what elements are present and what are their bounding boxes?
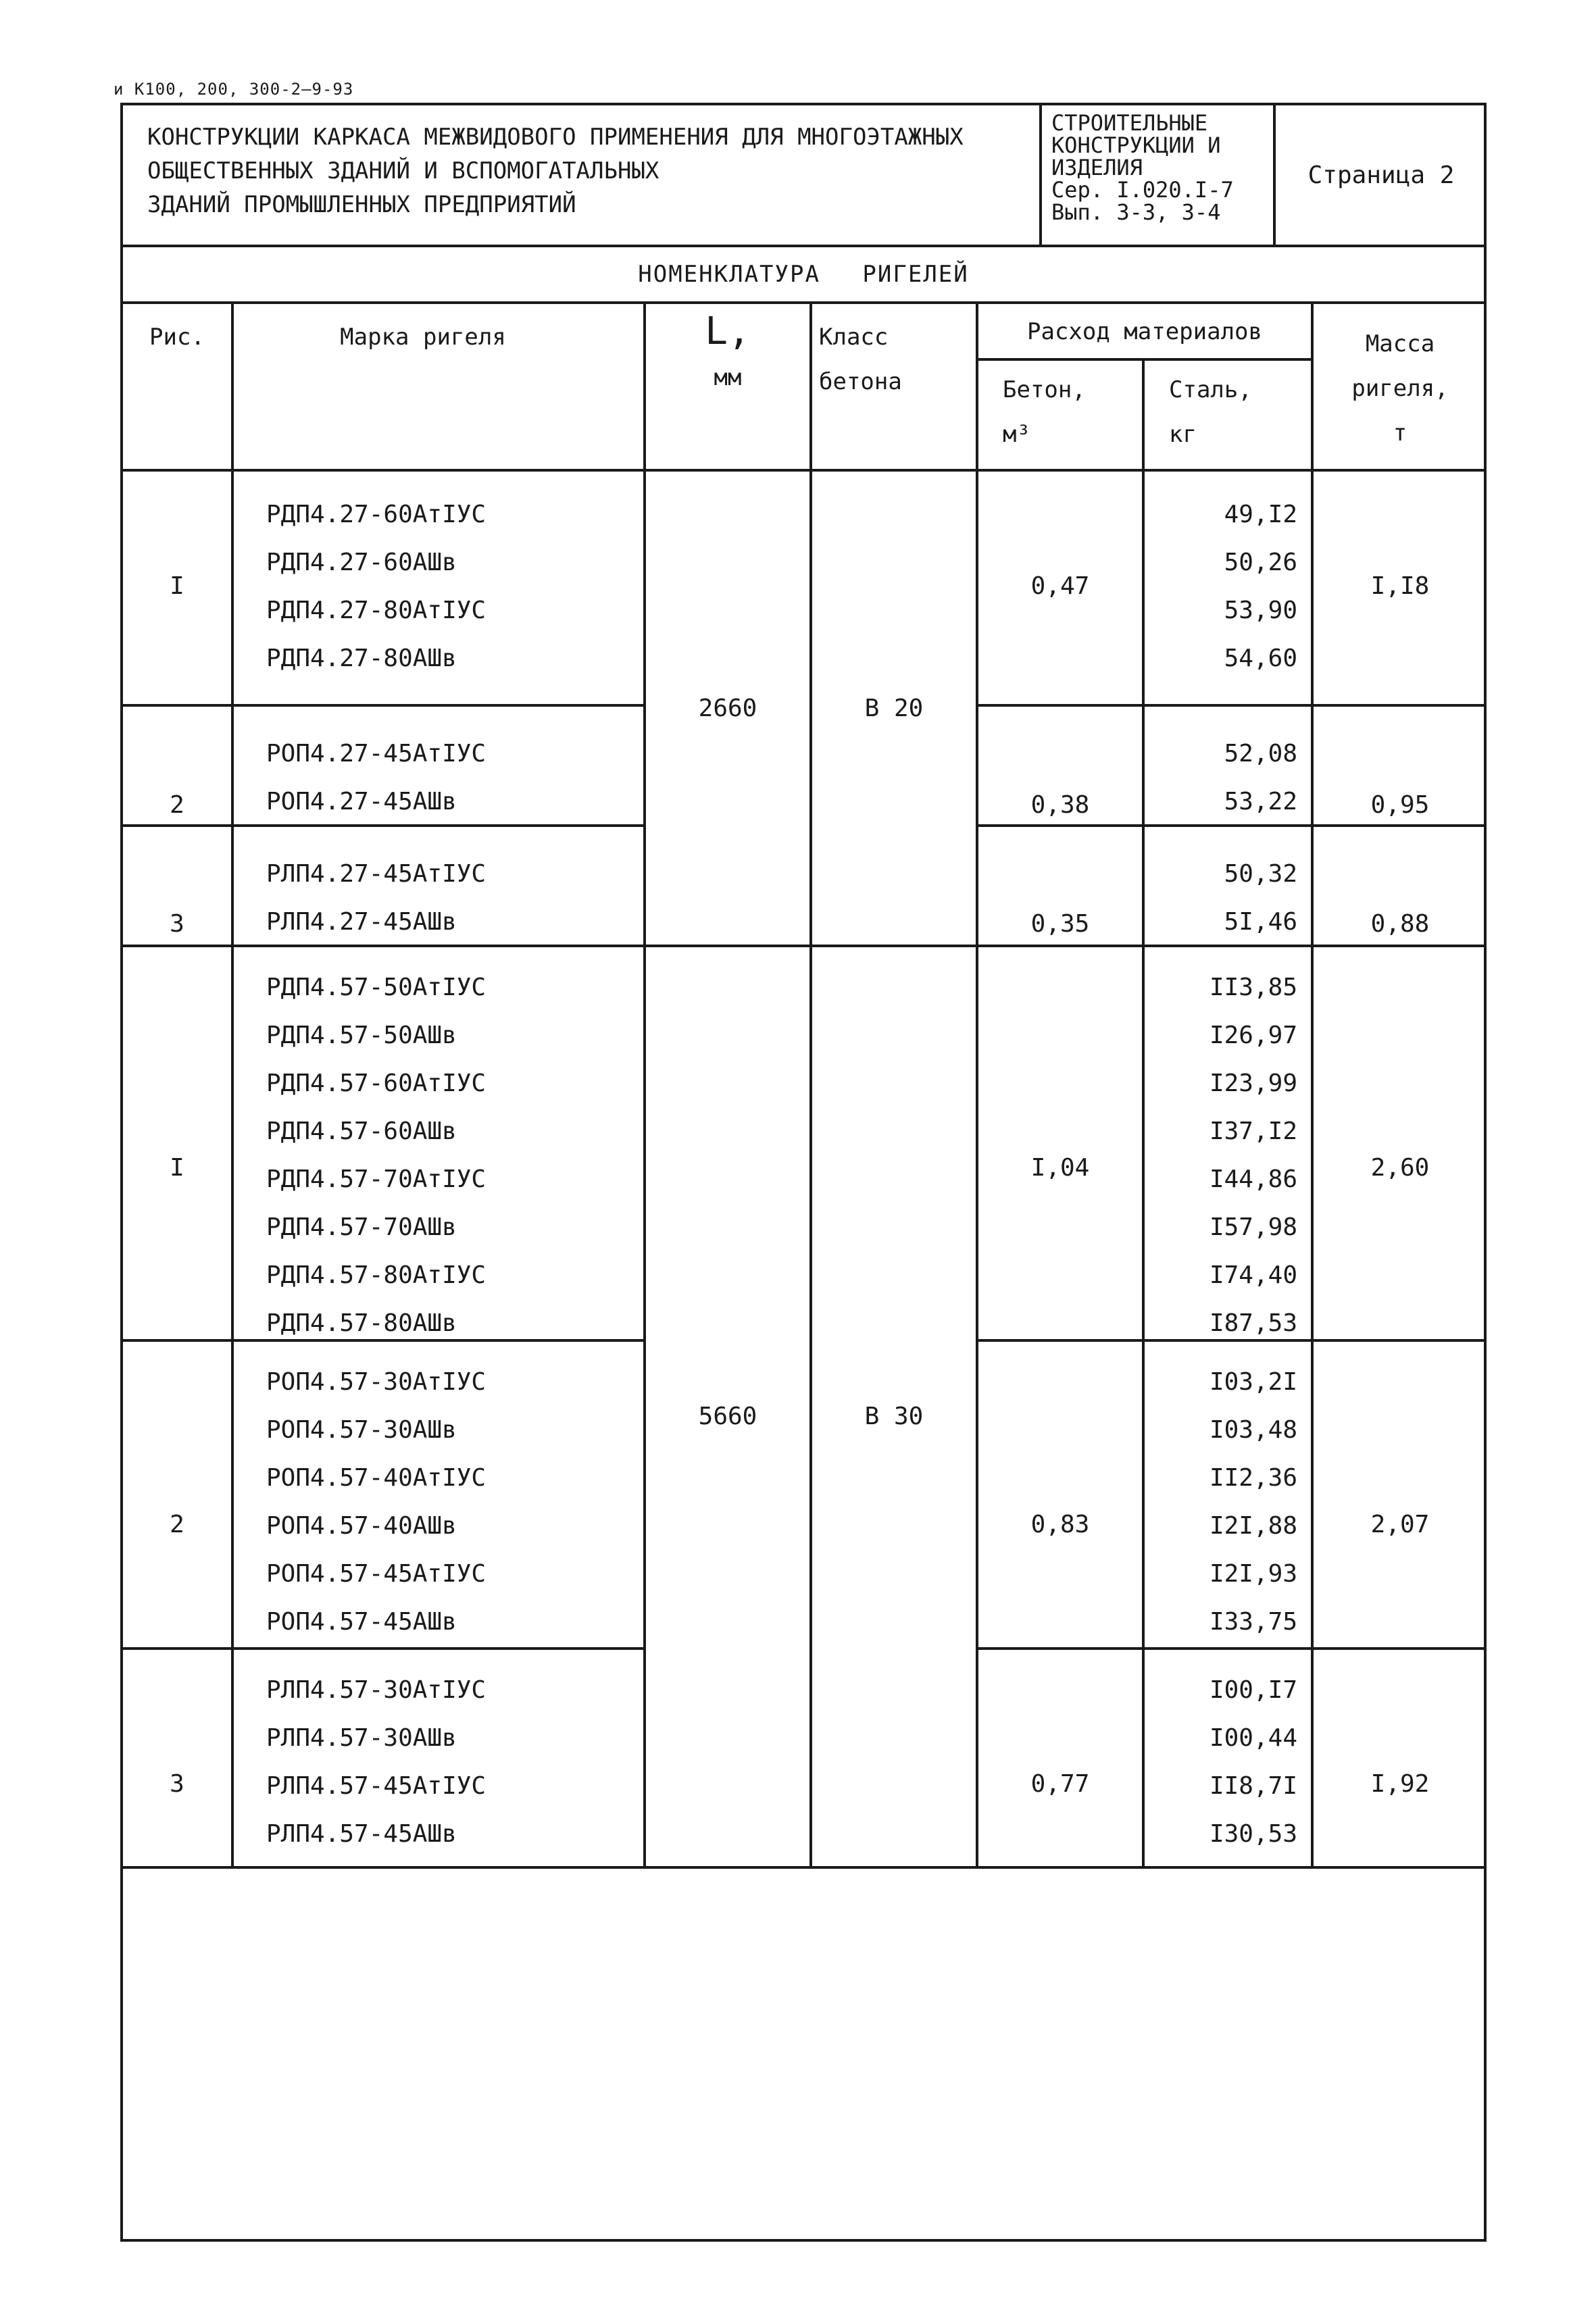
row-line-1b: [976, 704, 1487, 707]
steel-value: II2,36: [1209, 1464, 1297, 1492]
steel-value: 54,60: [1224, 645, 1297, 672]
mark-list: [266, 730, 486, 826]
length-unit: мм: [714, 364, 742, 391]
rigel-mass: 0,95: [1370, 791, 1430, 819]
steel-list: [1145, 491, 1297, 682]
page-number: Страница 2: [1307, 161, 1455, 189]
group-fig: 3: [170, 910, 184, 938]
steel-value: I74,40: [1209, 1261, 1297, 1289]
concrete-volume: 0,77: [1030, 1770, 1090, 1798]
concrete-volume: 0,38: [1030, 791, 1090, 819]
steel-value: II8,7I: [1209, 1772, 1297, 1800]
steel-value: II3,85: [1209, 974, 1297, 1001]
steel-value: 50,32: [1224, 860, 1297, 888]
mark-list: [266, 963, 486, 1347]
steel-value: I26,97: [1209, 1022, 1297, 1049]
concrete-unit: м³: [1003, 421, 1030, 448]
steel-label: Сталь,: [1169, 376, 1252, 403]
group-fig: 2: [170, 791, 184, 819]
series-block: СТРОИТЕЛЬНЫЕ КОНСТРУКЦИИ И ИЗДЕЛИЯ Сер. I.020.I-7 Вып. 3-3, 3-4: [1039, 105, 1276, 245]
rigel-length: 5660: [698, 1403, 757, 1430]
rigel-mark: РОП4.57-30АШв: [266, 1416, 457, 1444]
rigel-mass: 2,60: [1370, 1154, 1430, 1182]
header-bottom-line: [123, 469, 1487, 472]
rigel-mark: РДП4.27-80АтIУС: [266, 597, 487, 624]
steel-value: I44,86: [1209, 1165, 1297, 1193]
rigel-mark: РОП4.27-45АтIУС: [266, 740, 487, 768]
mass-label-2: ригеля,: [1351, 375, 1449, 402]
concrete-volume: 0,83: [1030, 1511, 1090, 1538]
col-line-length: [809, 304, 812, 1866]
rigel-mark: РДП4.27-60АтIУС: [266, 501, 487, 528]
mark-list: [266, 1358, 486, 1646]
steel-unit: кг: [1169, 421, 1197, 448]
steel-value: I00,44: [1209, 1724, 1297, 1752]
rigel-mark: РДП4.27-60АШв: [266, 549, 457, 576]
rigel-mark: РОП4.27-45АШв: [266, 788, 457, 815]
steel-list: [1145, 963, 1297, 1347]
row-line-5: [123, 1647, 646, 1650]
group-fig: 2: [170, 1511, 184, 1538]
concrete-class: В 30: [864, 1403, 924, 1430]
rigel-mark: РОП4.57-40АтIУС: [266, 1464, 487, 1492]
col-header-length: [646, 308, 809, 400]
steel-value: 53,22: [1224, 788, 1297, 815]
steel-list: [1145, 1666, 1297, 1858]
concrete-volume: 0,47: [1030, 572, 1090, 600]
rigel-mark: РДП4.57-50АтIУС: [266, 974, 487, 1001]
steel-value: I87,53: [1209, 1309, 1297, 1337]
row-line-1: [123, 704, 646, 707]
steel-value: 53,90: [1224, 597, 1297, 624]
col-header-concrete: [978, 368, 1166, 457]
rigel-length: 2660: [698, 695, 757, 722]
document-title: КОНСТРУКЦИИ КАРКАСА МЕЖВИДОВОГО ПРИМЕНЕНИЯ ДЛЯ МНОГОЭТАЖНЫХ ОБЩЕСТВЕННЫХ ЗДАНИЙ И ВСПОМОГАТАЛЬНЫХ ЗДАНИЙ ПРОМЫШЛЕННЫХ ПРЕДПРИЯТИЙ: [147, 124, 964, 218]
class-label-2: бетона: [819, 368, 902, 395]
steel-value: I57,98: [1209, 1213, 1297, 1241]
nomenclature-table: [123, 105, 1489, 2244]
rigel-mark: РОП4.57-45АШв: [266, 1608, 457, 1636]
mark-list: [266, 850, 486, 946]
steel-value: I30,53: [1209, 1820, 1297, 1848]
steel-value: I37,I2: [1209, 1117, 1297, 1145]
rigel-mark: РДП4.57-80АШв: [266, 1309, 457, 1337]
rigel-mark: РДП4.57-60АШв: [266, 1117, 457, 1145]
mark-list: [266, 1666, 486, 1858]
concrete-class: В 20: [864, 695, 924, 722]
col-header-materials: Расход материалов: [1027, 318, 1262, 345]
steel-value: I03,48: [1209, 1416, 1297, 1444]
steel-value: I33,75: [1209, 1608, 1297, 1636]
length-symbol: L,: [705, 309, 751, 353]
document-code: и К100, 200, 300-2—9-93: [114, 80, 354, 99]
steel-list: [1145, 850, 1297, 946]
col-line-class: [976, 304, 978, 1866]
rigel-mass: I,92: [1370, 1770, 1430, 1798]
rigel-mark: РДП4.57-50АШв: [266, 1022, 457, 1049]
rigel-mark: РДП4.27-80АШв: [266, 645, 457, 672]
table-bottom-line: [123, 1866, 1487, 1869]
table-title: НОМЕНКЛАТУРА РИГЕЛЕЙ: [123, 247, 1484, 304]
rigel-mass: 0,88: [1370, 910, 1430, 938]
steel-value: 49,I2: [1224, 501, 1297, 528]
col-line-mark: [643, 304, 646, 1866]
group-fig: I: [170, 572, 184, 600]
steel-value: 5I,46: [1224, 908, 1297, 936]
steel-value: 50,26: [1224, 549, 1297, 576]
rigel-mark: РДП4.57-70АтIУС: [266, 1165, 487, 1193]
rigel-mark: РОП4.57-40АШв: [266, 1512, 457, 1540]
steel-value: I00,I7: [1209, 1676, 1297, 1704]
rigel-mark: РДП4.57-70АШв: [266, 1213, 457, 1241]
concrete-volume: 0,35: [1030, 910, 1090, 938]
rigel-mark: РЛП4.57-45АШв: [266, 1820, 457, 1848]
col-line-fig: [231, 304, 234, 1866]
steel-list: [1145, 730, 1297, 826]
col-line-steel: [1311, 304, 1314, 1866]
row-line-5b: [976, 1647, 1487, 1650]
class-label-1: Класс: [819, 324, 889, 351]
steel-value: 52,08: [1224, 740, 1297, 768]
concrete-volume: I,04: [1030, 1154, 1090, 1182]
steel-value: I2I,88: [1209, 1512, 1297, 1540]
rigel-mass: I,I8: [1370, 572, 1430, 600]
col-header-mark: Марка ригеля: [340, 324, 506, 351]
steel-value: I03,2I: [1209, 1368, 1297, 1396]
steel-value: I2I,93: [1209, 1560, 1297, 1588]
mark-list: [266, 491, 486, 682]
document-frame: [120, 103, 1487, 2242]
rigel-mass: 2,07: [1370, 1511, 1430, 1538]
rigel-mark: РОП4.57-30АтIУС: [266, 1368, 487, 1396]
group-fig: I: [170, 1154, 184, 1182]
col-header-class: [812, 315, 982, 404]
rigel-mark: РЛП4.57-30АШв: [266, 1724, 457, 1752]
rigel-mark: РЛП4.57-45АтIУС: [266, 1772, 487, 1800]
col-header-fig: Рис.: [149, 324, 205, 351]
concrete-label: Бетон,: [1003, 376, 1086, 403]
steel-list: [1145, 1358, 1297, 1646]
rigel-mark: РЛП4.27-45АШв: [266, 908, 457, 936]
rigel-mark: РДП4.57-80АтIУС: [266, 1261, 487, 1289]
mass-unit: т: [1393, 420, 1407, 447]
col-header-mass: [1314, 322, 1487, 455]
mass-label-1: Масса: [1365, 330, 1435, 357]
col-header-steel: [1145, 368, 1335, 457]
rigel-mark: РОП4.57-45АтIУС: [266, 1560, 487, 1588]
group-fig: 3: [170, 1770, 184, 1798]
rigel-mark: РЛП4.27-45АтIУС: [266, 860, 487, 888]
rigel-mark: РДП4.57-60АтIУС: [266, 1070, 487, 1097]
rigel-mark: РЛП4.57-30АтIУС: [266, 1676, 487, 1704]
steel-value: I23,99: [1209, 1070, 1297, 1097]
